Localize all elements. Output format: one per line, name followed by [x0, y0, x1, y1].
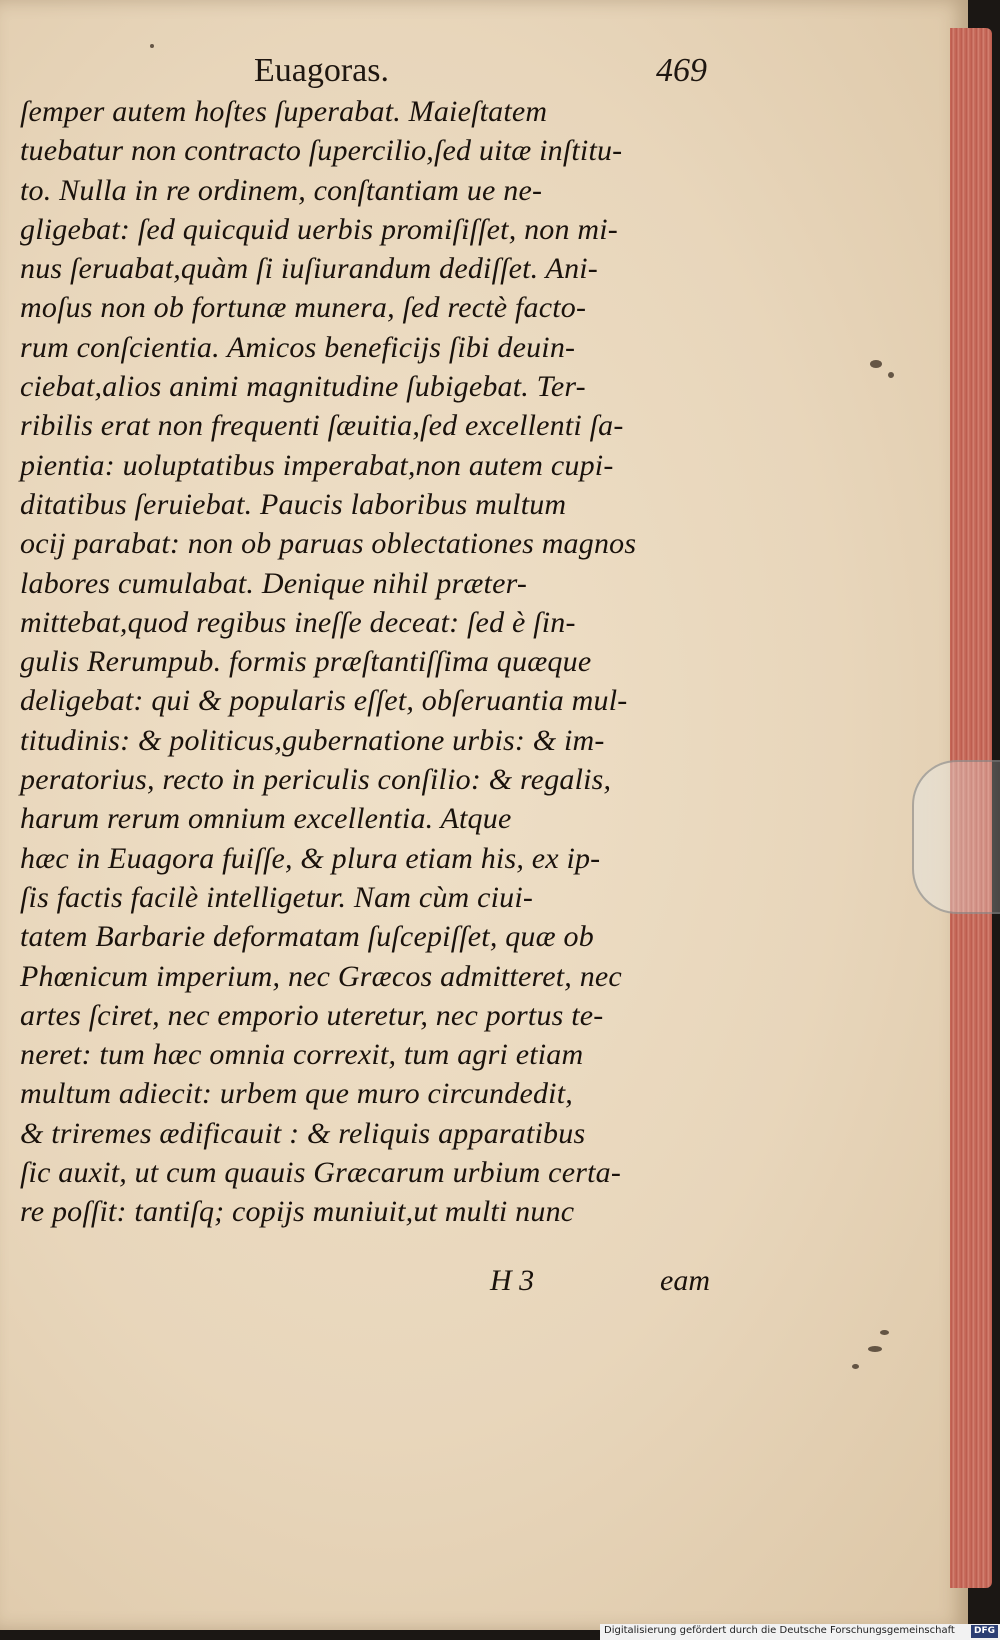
text-line: neret: tum hæc omnia correxit, tum agri etiam — [20, 1038, 584, 1072]
text-line: nus ſeruabat,quàm ſi iuſiurandum dediſſet. Ani- — [20, 252, 598, 286]
running-head: Euagoras. — [254, 52, 390, 89]
footer-credit: Digitalisierung gefördert durch die Deutsche Forschungsgemeinschaft — [604, 1625, 955, 1636]
text-line: mittebat,quod regibus ineſſe deceat: ſed è ſin- — [20, 605, 576, 639]
text-line: ſis factis facilè intelligetur. Nam cùm ciui- — [20, 880, 534, 914]
text-line: rum conſcientia. Amicos beneficijs ſibi deuin- — [20, 330, 576, 364]
page-number: 469 — [656, 52, 707, 89]
text-line: ſic auxit, ut cum quauis Græcarum urbium certa- — [20, 1156, 622, 1190]
catchword: eam — [660, 1264, 710, 1297]
text-line: & triremes ædificauit : & reliquis apparatibus — [20, 1116, 586, 1150]
page-clip — [912, 760, 1000, 914]
text-line: to. Nulla in re ordinem, conſtantiam ue ne- — [20, 173, 543, 207]
dfg-logo: DFG — [971, 1625, 998, 1638]
ink-speck — [888, 372, 894, 378]
text-line: multum adiecit: urbem que muro circundedit, — [20, 1077, 573, 1111]
text-line: pientia: uoluptatibus imperabat,non autem cupi- — [20, 448, 614, 482]
text-line: ciebat,alios animi magnitudine ſubigebat. Ter- — [20, 370, 586, 404]
text-line: artes ſciret, nec emporio uteretur, nec portus te- — [20, 998, 604, 1032]
text-line: deligebat: qui & popularis eſſet, obſeruantia mul- — [20, 684, 628, 718]
text-line: ſemper autem hoſtes ſuperabat. Maieſtatem — [20, 95, 548, 128]
text-line: harum rerum omnium excellentia. Atque — [20, 802, 512, 836]
text-line: moſus non ob fortunæ munera, ſed rectè facto- — [20, 291, 587, 325]
text-line: titudinis: & politicus,gubernatione urbis: & im- — [20, 723, 605, 757]
text-line: tuebatur non contracto ſupercilio,ſed uitæ inſtitu- — [20, 134, 623, 168]
text-line: hæc in Euagora fuiſſe, & plura etiam his, ex ip- — [20, 841, 601, 875]
catchword-line — [20, 1264, 720, 1304]
text-line: gligebat: ſed quicquid uerbis promiſiſſet, non mi- — [20, 212, 618, 246]
ink-speck — [852, 1364, 859, 1369]
body-text — [20, 92, 740, 1232]
ink-speck — [868, 1346, 882, 1352]
footer-bar — [600, 1624, 1000, 1640]
text-line: gulis Rerumpub. formis præſtantiſſima quæque — [20, 645, 592, 679]
text-line: ocij parabat: non ob paruas oblectationes magnos — [20, 527, 637, 561]
ink-speck — [880, 1330, 889, 1335]
text-line: Phœnicum imperium, nec Græcos admitteret, nec — [20, 959, 622, 993]
signature-mark: H 3 — [490, 1264, 535, 1297]
text-line: ribilis erat non frequenti ſæuitia,ſed excellenti ſa- — [20, 409, 624, 443]
ink-speck — [870, 360, 882, 368]
text-line: ditatibus ſeruiebat. Paucis laboribus multum — [20, 487, 567, 521]
text-line: tatem Barbarie deformatam ſuſcepiſſet, quæ ob — [20, 920, 594, 954]
text-line: peratorius, recto in periculis conſilio: & regalis, — [20, 763, 612, 797]
text-line: labores cumulabat. Denique nihil præter- — [20, 566, 528, 600]
ink-speck — [150, 44, 154, 48]
text-line: re poſſit: tantiſq; copijs muniuit,ut multi nunc — [20, 1195, 575, 1229]
